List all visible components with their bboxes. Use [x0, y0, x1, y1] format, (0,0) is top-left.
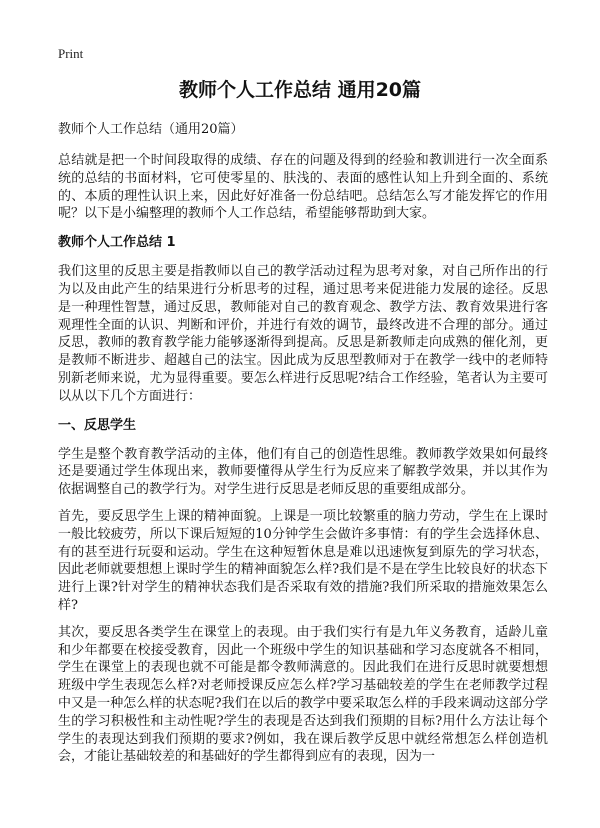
intro-paragraph: 总结就是把一个时间段取得的成绩、存在的问题及得到的经验和教训进行一次全面系统的总结的书面材料，它可使零星的、肤浅的、表面的感性认知上升到全面的、系统的、本质的理性认识上来，因此好好准备一份总结吧。总结怎么写才能发挥它的作用呢？以下是小编整理的教师个人工作总结，希望能够帮助到大家。: [58, 153, 548, 222]
students-paragraph: 学生是整个教育教学活动的主体，他们有自己的创造性思维。教师教学效果如何最终还是要通过学生体现出来，教师要懂得从学生行为反应来了解教学效果，并以其作为依据调整自己的教学行为。对学生进行反思是老师反思的重要组成部分。: [58, 446, 548, 498]
first-point-paragraph: 首先，要反思学生上课的精神面貌。上课是一项比较繁重的脑力劳动，学生在上课时一般比较疲劳，所以下课后短短的10分钟学生会做许多事情：有的学生会选择休息、有的甚至进行玩耍和运动。学生在这种短暂休息是难以迅速恢复到原先的学习状态，因此老师就要想想上课时学生的精神面貌怎么样?我们是不是在学生比较良好的状态下进行上课?针对学生的精神状态我们是否采取有效的措施?我们所采取的措施效果怎么样?: [58, 508, 548, 613]
document-subtitle: 教师个人工作总结（通用20篇）: [58, 122, 244, 137]
subheading-reflect-students: 一、反思学生: [58, 417, 137, 433]
section1-paragraph: 我们这里的反思主要是指教师以自己的教学活动过程为思考对象，对自己所作出的行为以及由此产生的结果进行分析思考的过程，通过思考来促进能力发展的途径。反思是一种理性智慧，通过反思，教师能对自己的教育观念、教学方法、教育效果进行客观理性全面的认识、判断和评价，并进行有效的调节，最终改进不合理的部分。通过反思，教师的教育教学能力能够逐渐得到提高。反思是新教师走向成熟的催化剂，更是教师不断进步、超越自己的法宝。因此成为反思型教师对于在教学一线中的老师特别新老师来说，尤为显得重要。要怎么样进行反思呢?结合工作经验，笔者认为主要可以从以下几个方面进行：: [58, 264, 548, 404]
page-title: 教师个人工作总结 通用20篇: [178, 79, 422, 101]
second-point-paragraph: 其次，要反思各类学生在课堂上的表现。由于我们实行有是九年义务教育，适龄儿童和少年都要在校接受教育，因此一个班级中学生的知识基础和学习态度就各不相同，学生在课堂上的表现也就不可能是都令教师满意的。因此我们在进行反思时就要想想班级中学生表现怎么样?对老师授课反应怎么样?学习基础较差的学生在老师教学过程中又是一种怎么样的状态呢?我们在以后的教学中要采取怎么样的手段来调动这部分学生的学习积极性和主动性呢?学生的表现是否达到我们预期的目标?用什么方法让每个学生的表现达到我们预期的要求?例如，我在课后教学反思中就经常想怎么样创造机会，才能让基础较差的和基础好的学生都得到应有的表现，因为一: [58, 624, 548, 765]
print-link[interactable]: Print: [58, 46, 84, 61]
section-heading-1: 教师个人工作总结 1: [58, 235, 176, 251]
document-body: [58, 120, 548, 775]
